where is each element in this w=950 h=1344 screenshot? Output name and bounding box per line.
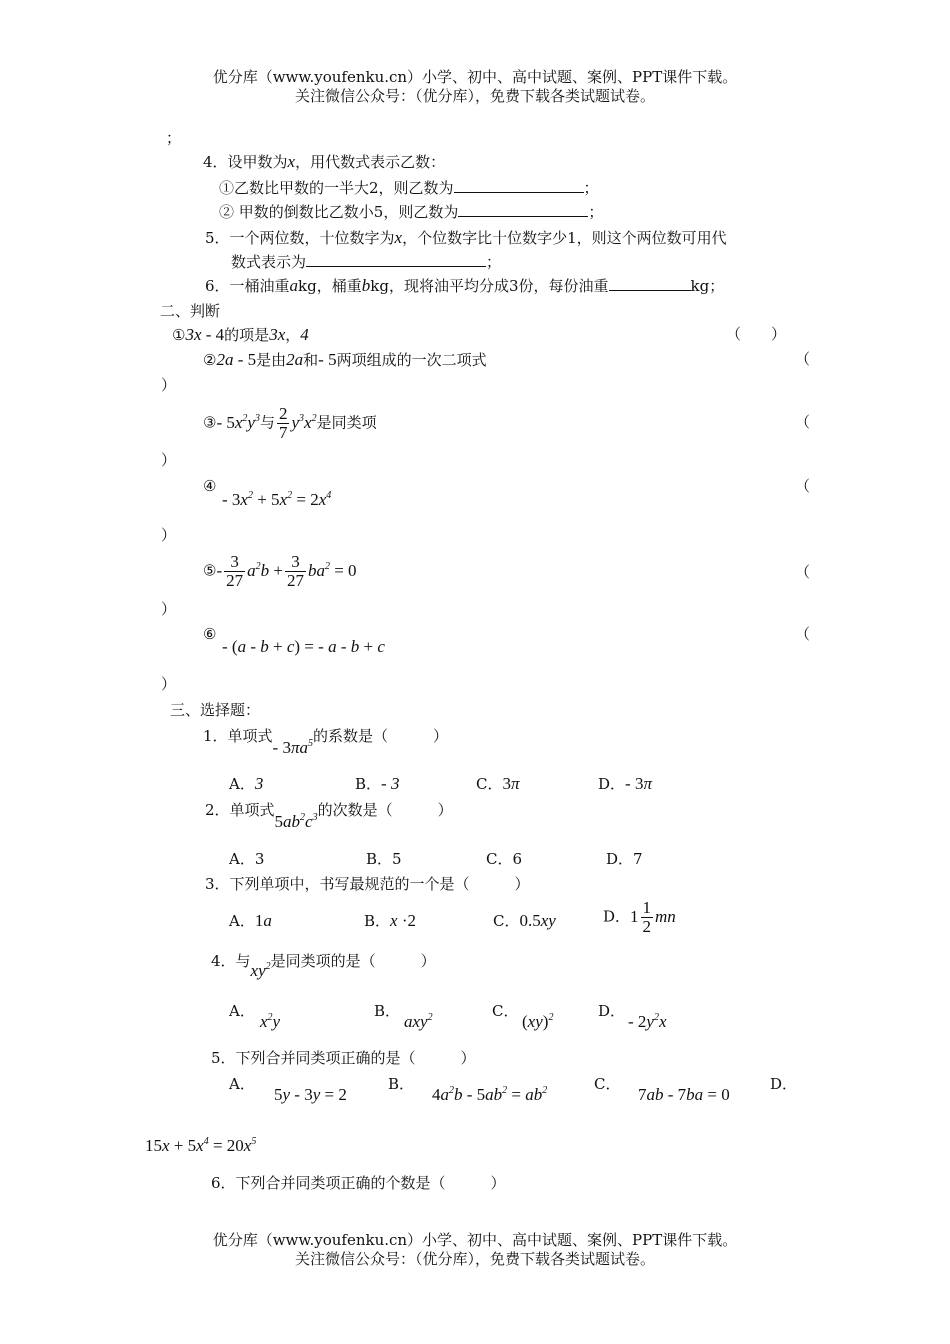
judge-item-5-open-bracket[interactable]: （ — [795, 563, 811, 581]
judge-item-2-open-bracket[interactable]: （ — [795, 350, 811, 368]
choice-q5-option-d-expression: $15x + 5x^4 = 20x^5$ — [145, 1136, 257, 1155]
header-line-1: 优分库（www.youfenku.cn）小学、初中、高中试题、案例、PPT课件下载。 — [212, 68, 738, 86]
fill-question-4-part-2: ② 甲数的倒数比乙数小5，则乙数为 ； — [219, 203, 604, 221]
choice-q3-option-d[interactable]: D．1 $\frac{1}{2}$ mn — [603, 898, 676, 936]
choice-q5-option-a-label[interactable]: A． — [229, 1075, 255, 1093]
fill-question-5-line-2: 数式表示为 ； — [231, 253, 502, 271]
choice-question-1: 1．单项式- $3\pi a^5$的系数是（ ） — [203, 727, 449, 757]
answer-blank[interactable] — [458, 202, 588, 217]
judge-item-4-open-bracket[interactable]: （ — [795, 477, 811, 495]
choice-question-5: 5．下列合并同类项正确的是（ ） — [211, 1049, 476, 1067]
judge-item-6-mark: ⑥ — [203, 625, 217, 643]
choice-q2-option-a[interactable]: A．3 — [229, 850, 265, 868]
footer-line-1: 优分库（www.youfenku.cn）小学、初中、高中试题、案例、PPT课件下载。 — [212, 1231, 738, 1249]
answer-blank[interactable] — [306, 252, 486, 267]
judge-item-4-close-bracket: ） — [161, 526, 177, 544]
judge-item-5-close-bracket: ） — [161, 600, 177, 618]
choice-q3-option-a[interactable]: A．1a — [229, 911, 272, 930]
judge-item-3: ③- $5x^2y^3$与 $\frac{2}{7}$ $y^3x^2$是同类项 — [203, 404, 377, 442]
answer-blank[interactable] — [609, 276, 691, 291]
section-heading-choice: 三、选择题： — [170, 701, 261, 719]
answer-blank[interactable] — [454, 178, 584, 193]
choice-q1-option-d[interactable]: D．- 3π — [598, 774, 652, 793]
choice-question-4: 4．与$xy^2$是同类项的是（ ） — [211, 952, 436, 980]
choice-q4-option-c-label[interactable]: C． — [492, 1002, 519, 1020]
choice-q4-option-a-label[interactable]: A． — [229, 1002, 255, 1020]
judge-item-2: ②2a - 5是由2a和- 5两项组成的一次二项式 — [203, 350, 487, 369]
header-line-2: 关注微信公众号：（优分库），免费下载各类试题试卷。 — [294, 87, 655, 105]
choice-q4-option-b-expression: axy$^2$ — [404, 1012, 433, 1031]
judge-item-2-close-bracket: ） — [161, 376, 177, 394]
choice-q5-option-c-label[interactable]: C． — [594, 1075, 621, 1093]
judge-item-3-open-bracket[interactable]: （ — [795, 413, 811, 431]
choice-q1-option-a[interactable]: A．3 — [229, 774, 264, 793]
choice-question-6: 6．下列合并同类项正确的个数是（ ） — [211, 1174, 506, 1192]
judge-item-4-mark: ④ — [203, 477, 217, 495]
fill-question-5: 5．一个两位数，十位数字为x，个位数字比十位数字少1，则这个两位数可用代 — [205, 228, 727, 247]
judge-item-1: ①3x - 4的项是3x，4 — [172, 325, 309, 344]
judge-item-4-expression: - $3x^2 + 5x^2 = 2x^4$ — [222, 490, 332, 509]
choice-q3-option-b[interactable]: B．x ·2 — [364, 911, 416, 930]
choice-q4-option-d-expression: - $2y^2x$ — [628, 1012, 667, 1031]
judge-item-6-expression: - (a - b + c) = - a - b + c — [222, 637, 385, 656]
choice-q2-option-b[interactable]: B．5 — [366, 850, 402, 868]
judge-item-3-close-bracket: ） — [161, 451, 177, 469]
choice-q5-option-b-expression: $4a^2b - 5ab^2 = ab^2$ — [432, 1085, 548, 1104]
choice-q4-option-a-expression: $x^2y$ — [260, 1012, 281, 1031]
choice-q4-option-d-label[interactable]: D． — [598, 1002, 626, 1020]
choice-q1-option-b[interactable]: B．- 3 — [355, 774, 400, 793]
fill-question-4: 4．设甲数为x，用代数式表示乙数： — [203, 152, 446, 171]
choice-question-3: 3．下列单项中，书写最规范的一个是（ ） — [205, 875, 530, 893]
choice-q1-option-c[interactable]: C．3π — [476, 774, 520, 793]
judge-item-6-close-bracket: ） — [161, 675, 177, 693]
choice-q5-option-d-label[interactable]: D． — [770, 1075, 798, 1093]
choice-q5-option-c-expression: 7ab - 7ba = 0 — [638, 1085, 730, 1104]
choice-question-2: 2．单项式$5ab^2c^3$的次数是（ ） — [205, 801, 453, 831]
fill-question-6: 6．一桶油重akg，桶重bkg，现将油平均分成3份，每份油重 kg； — [205, 276, 725, 295]
choice-q2-option-d[interactable]: D．7 — [606, 850, 643, 868]
judge-item-5: ⑤- $\frac{3}{27}$ $a^2b$ + $\frac{3}{27}$ $ba^2 = 0$ — [203, 552, 357, 590]
choice-q5-option-b-label[interactable]: B． — [388, 1075, 415, 1093]
choice-q2-option-c[interactable]: C．6 — [486, 850, 523, 868]
judge-item-1-bracket[interactable]: （ ） — [726, 325, 787, 343]
footer-line-2: 关注微信公众号：（优分库），免费下载各类试题试卷。 — [294, 1250, 655, 1268]
choice-q4-option-b-label[interactable]: B． — [374, 1002, 401, 1020]
choice-q4-option-c-expression: (xy)$^2$ — [522, 1012, 554, 1031]
choice-q3-option-c[interactable]: C．0.5xy — [493, 911, 556, 930]
stray-semicolon: ； — [166, 129, 182, 147]
choice-q5-option-a-expression: 5y - 3y = 2 — [274, 1085, 347, 1104]
section-heading-judge: 二、判断 — [160, 302, 221, 320]
fill-question-4-part-1: ①乙数比甲数的一半大2，则乙数为 ； — [219, 179, 599, 197]
judge-item-6-open-bracket[interactable]: （ — [795, 625, 811, 643]
